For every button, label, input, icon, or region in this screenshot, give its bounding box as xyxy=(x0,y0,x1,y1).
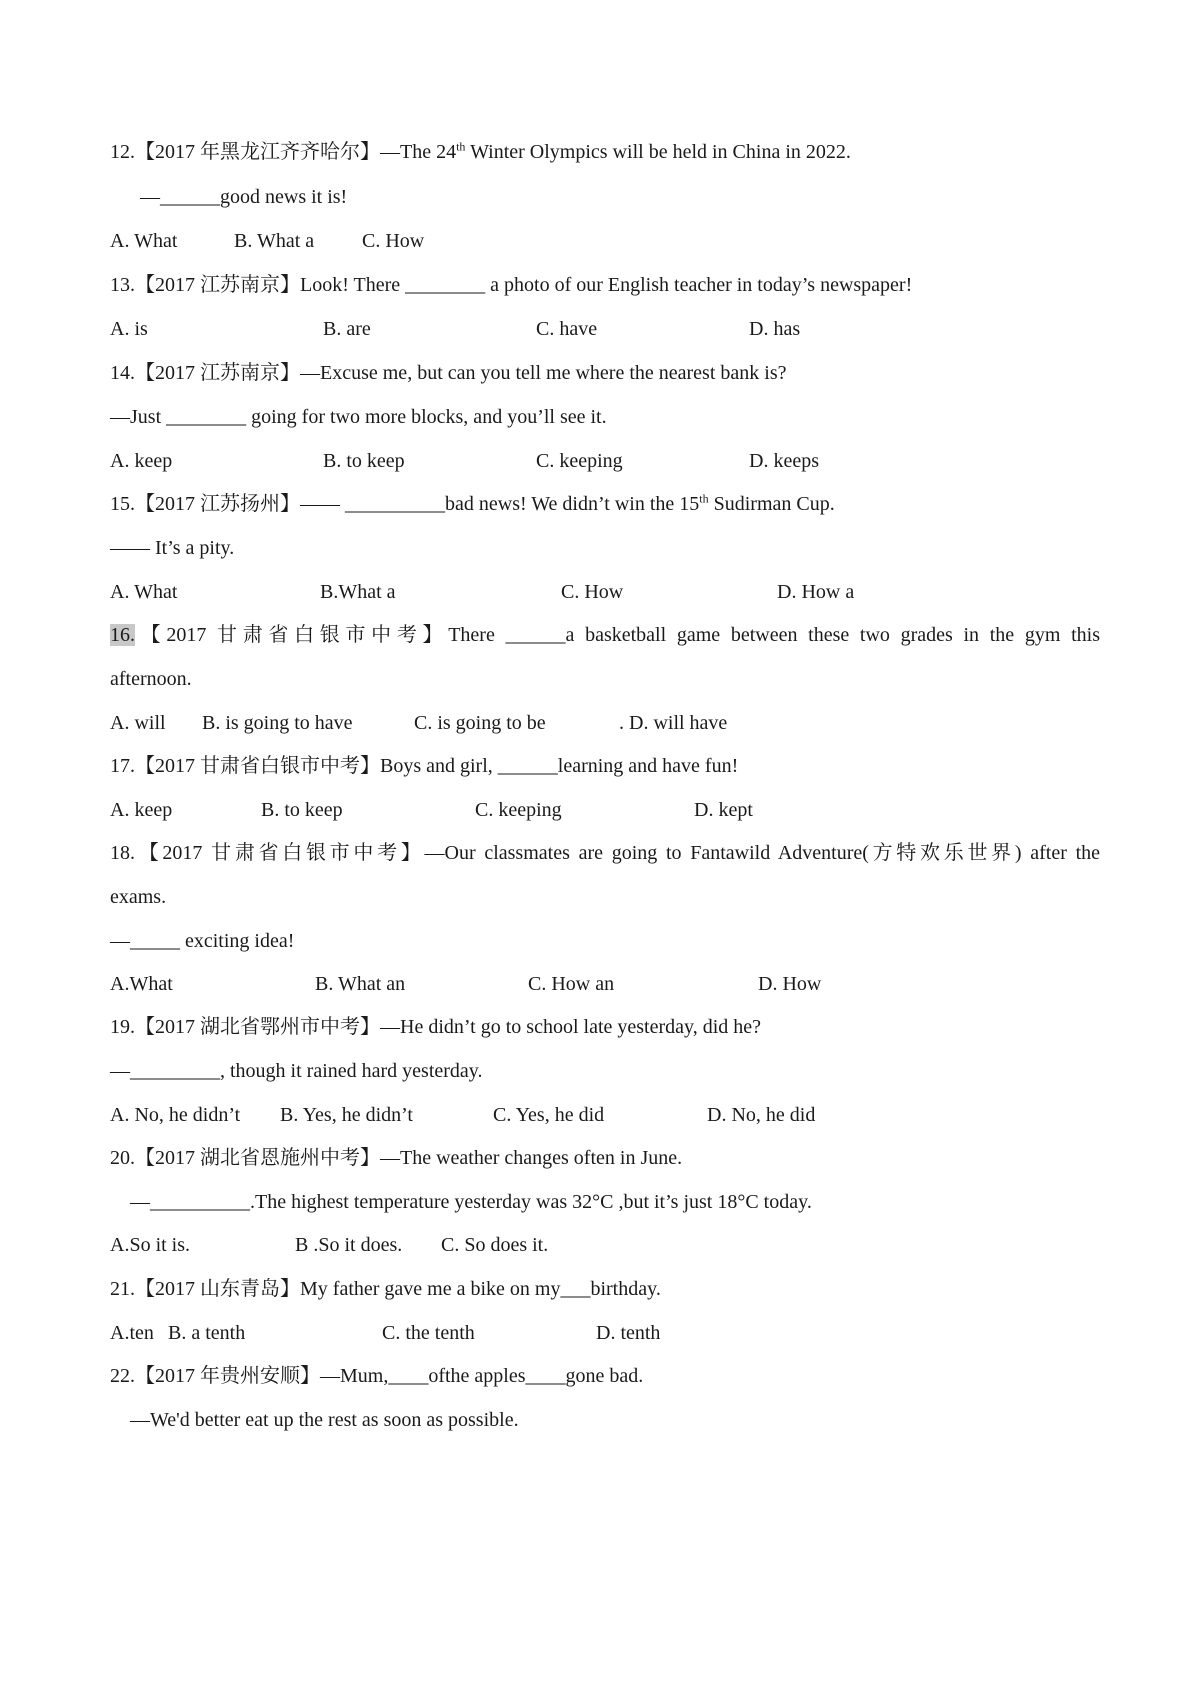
question-14-options xyxy=(110,446,1100,476)
question-18-reply: —_____ exciting idea! xyxy=(110,930,295,952)
question-14-stem xyxy=(110,358,1100,388)
question-17-stem xyxy=(110,751,1100,781)
question-text: —Our classmates are going to Fantawild Adventure(方特欢乐世界) after the xyxy=(424,842,1100,864)
option-b: B. a tenth xyxy=(168,1322,246,1344)
question-15-stem xyxy=(110,489,1100,519)
question-number: 15. xyxy=(110,493,135,515)
question-text: Look! There ________ a photo of our English teacher in today’s newspaper! xyxy=(300,274,913,296)
option-b: B. to keep xyxy=(323,450,405,472)
option-d: D. How a xyxy=(777,581,855,603)
option-b: B. to keep xyxy=(261,799,343,821)
option-c: C. is going to be xyxy=(414,712,546,734)
option-b: B.What a xyxy=(320,581,396,603)
option-c: C. keeping xyxy=(475,799,562,821)
question-number: 20. xyxy=(110,1147,135,1169)
option-c: C. How an xyxy=(528,973,615,995)
option-a: A. What xyxy=(110,581,178,603)
question-text: —Mum,____ofthe apples____gone bad. xyxy=(320,1365,644,1387)
question-source: 【2017 江苏南京】 xyxy=(135,274,300,296)
question-20-options xyxy=(110,1230,1100,1260)
question-text: My father gave me a bike on my___birthday. xyxy=(300,1278,661,1300)
option-a: A. keep xyxy=(110,450,173,472)
option-d: D. No, he did xyxy=(707,1104,816,1126)
question-16-options xyxy=(110,708,1100,738)
question-text: —He didn’t go to school late yesterday, did he? xyxy=(380,1016,762,1038)
option-c: C. So does it. xyxy=(441,1234,549,1256)
question-13-options xyxy=(110,314,1100,344)
option-c: C. How xyxy=(362,230,425,252)
question-text: —The weather changes often in June. xyxy=(380,1147,683,1169)
option-d: D. How xyxy=(758,973,822,995)
question-20-stem xyxy=(110,1143,1100,1173)
question-12-reply: —______good news it is! xyxy=(140,186,348,208)
question-source: 【2017 山东青岛】 xyxy=(135,1278,300,1300)
question-18-stem-continued: exams. xyxy=(110,886,167,908)
option-b: B. What a xyxy=(234,230,315,252)
question-source: 【2017 年黑龙江齐齐哈尔】 xyxy=(135,141,380,163)
question-text: Boys and girl, ______learning and have fun! xyxy=(380,755,739,777)
question-source: 【2017 江苏南京】 xyxy=(135,362,300,384)
option-c: C. Yes, he did xyxy=(493,1104,605,1126)
question-number: 16. xyxy=(110,624,135,646)
question-number: 21. xyxy=(110,1278,135,1300)
superscript: th xyxy=(456,139,466,154)
option-b: B .So it does. xyxy=(295,1234,403,1256)
question-16-stem-continued: afternoon. xyxy=(110,668,192,690)
option-a: A. is xyxy=(110,318,148,340)
option-a: A. keep xyxy=(110,799,173,821)
question-16-stem xyxy=(110,620,1100,650)
option-c: C. keeping xyxy=(536,450,623,472)
question-12-options xyxy=(110,226,1100,256)
question-12-stem xyxy=(110,137,1100,167)
question-number: 12. xyxy=(110,141,135,163)
question-18-stem xyxy=(110,838,1100,868)
option-c: C. the tenth xyxy=(382,1322,475,1344)
question-19-reply: —_________, though it rained hard yesterday. xyxy=(110,1060,483,1082)
question-18-options xyxy=(110,969,1100,999)
option-c: C. have xyxy=(536,318,598,340)
option-a: A.ten xyxy=(110,1322,154,1344)
question-14-reply: —Just ________ going for two more blocks, and you’ll see it. xyxy=(110,406,607,428)
question-22-reply: —We'd better eat up the rest as soon as possible. xyxy=(130,1409,519,1431)
question-text: Winter Olympics will be held in China in 2022. xyxy=(465,141,851,163)
option-a: A. What xyxy=(110,230,178,252)
question-text: —The 24 xyxy=(380,141,457,163)
question-number: 17. xyxy=(110,755,135,777)
option-b: B. are xyxy=(323,318,371,340)
question-20-reply: —__________.The highest temperature yesterday was 32°C ,but it’s just 18°C today. xyxy=(130,1191,812,1213)
question-22-stem xyxy=(110,1361,1100,1391)
option-d: D. has xyxy=(749,318,801,340)
question-number: 19. xyxy=(110,1016,135,1038)
option-d: D. tenth xyxy=(596,1322,661,1344)
question-17-options xyxy=(110,795,1100,825)
question-source: 【2017 湖北省恩施州中考】 xyxy=(135,1147,380,1169)
option-d: . D. will have xyxy=(619,712,728,734)
question-number: 22. xyxy=(110,1365,135,1387)
question-number: 14. xyxy=(110,362,135,384)
option-c: C. How xyxy=(561,581,624,603)
question-15-reply: —— It’s a pity. xyxy=(110,537,235,559)
question-text: —Excuse me, but can you tell me where the nearest bank is? xyxy=(300,362,787,384)
question-source: 【2017 年贵州安顺】 xyxy=(135,1365,320,1387)
superscript: th xyxy=(699,491,709,506)
question-source: 【2017 甘肃省白银市中考】 xyxy=(135,842,425,864)
question-15-options xyxy=(110,577,1100,607)
question-text: There ______a basketball game between these two grades in the gym this xyxy=(448,624,1100,646)
question-number: 18. xyxy=(110,842,135,864)
question-source: 【2017 甘肃省白银市中考】 xyxy=(135,755,380,777)
question-source: 【2017 湖北省鄂州市中考】 xyxy=(135,1016,380,1038)
question-19-options xyxy=(110,1100,1100,1130)
question-source: 【2017 江苏扬州】 xyxy=(135,493,300,515)
option-a: A.What xyxy=(110,973,173,995)
option-b: B. is going to have xyxy=(202,712,353,734)
option-a: A.So it is. xyxy=(110,1234,191,1256)
option-b: B. Yes, he didn’t xyxy=(280,1104,413,1126)
question-19-stem xyxy=(110,1012,1100,1042)
option-d: D. keeps xyxy=(749,450,819,472)
option-d: D. kept xyxy=(694,799,753,821)
option-a: A. will xyxy=(110,712,166,734)
question-number: 13. xyxy=(110,274,135,296)
question-21-stem xyxy=(110,1274,1100,1304)
question-source: 【2017 甘肃省白银市中考】 xyxy=(135,624,449,646)
question-text: —— __________bad news! We didn’t win the 15 xyxy=(300,493,700,515)
option-a: A. No, he didn’t xyxy=(110,1104,241,1126)
option-b: B. What an xyxy=(315,973,406,995)
question-21-options xyxy=(110,1318,1100,1348)
question-13-stem xyxy=(110,270,1100,300)
question-text: Sudirman Cup. xyxy=(708,493,835,515)
